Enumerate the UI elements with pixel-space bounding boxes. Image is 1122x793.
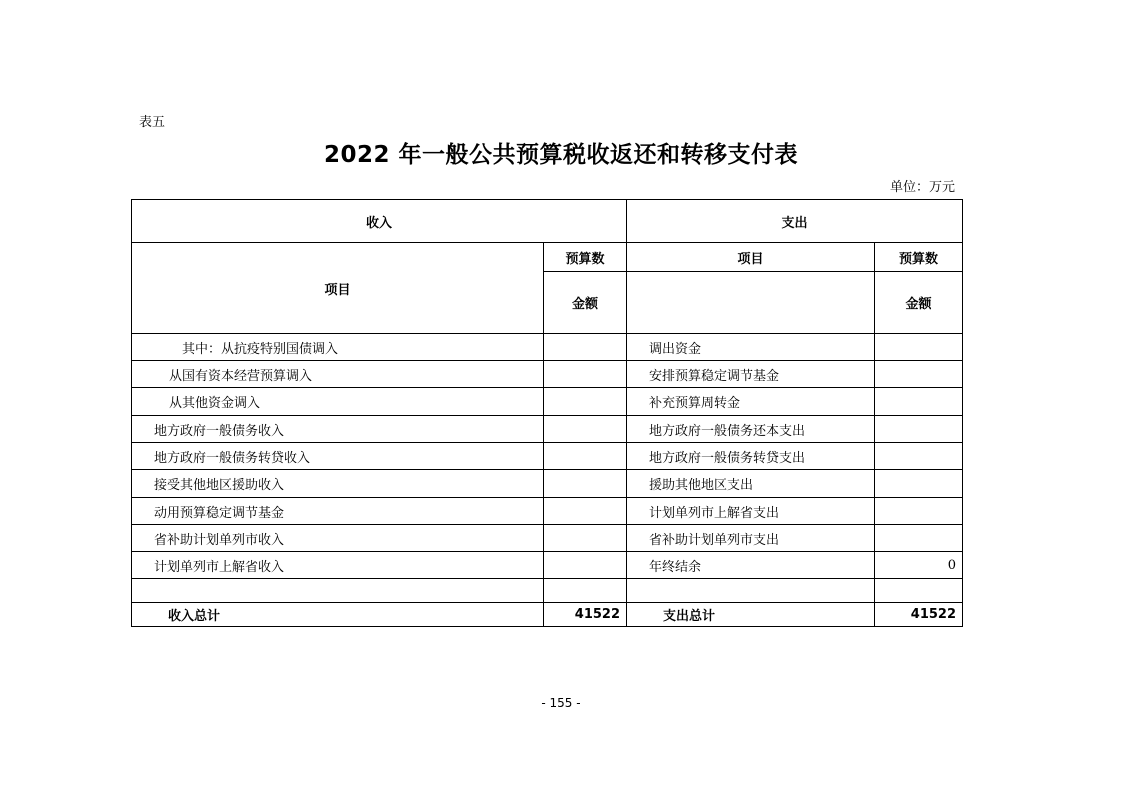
expense-amount: 0	[875, 552, 963, 579]
income-item: 计划单列市上解省收入	[132, 552, 544, 579]
expense-item: 补充预算周转金	[627, 388, 875, 416]
income-item: 接受其他地区援助收入	[132, 470, 544, 498]
expense-amount	[875, 498, 963, 525]
expense-amount	[875, 361, 963, 388]
table-row	[132, 416, 963, 443]
income-amount	[544, 498, 627, 525]
income-item: 地方政府一般债务转贷收入	[132, 443, 544, 470]
expense-item: 地方政府一般债务还本支出	[627, 416, 875, 443]
expense-budget-header: 预算数	[875, 243, 963, 272]
unit-label: 单位：万元	[889, 180, 955, 195]
table-row	[132, 361, 963, 388]
table-row	[132, 443, 963, 470]
income-amount	[544, 416, 627, 443]
income-amount	[544, 579, 627, 603]
expense-item: 年终结余	[627, 552, 875, 579]
income-item: 从国有资本经营预算调入	[132, 361, 544, 388]
expense-amount	[875, 525, 963, 552]
expense-amount	[875, 416, 963, 443]
page-title: 2022 年一般公共预算税收返还和转移支付表	[323, 142, 799, 168]
income-amount	[544, 525, 627, 552]
total-row	[132, 603, 963, 627]
table-label: 表五	[139, 115, 166, 130]
expense-header: 支出	[627, 200, 963, 243]
income-item: 省补助计划单列市收入	[132, 525, 544, 552]
income-amount	[544, 334, 627, 361]
income-total-label: 收入总计	[132, 603, 544, 627]
income-amount	[544, 388, 627, 416]
expense-item: 调出资金	[627, 334, 875, 361]
expense-amount	[875, 334, 963, 361]
expense-amount	[875, 388, 963, 416]
expense-item: 计划单列市上解省支出	[627, 498, 875, 525]
expense-amount	[875, 579, 963, 603]
expense-item: 安排预算稳定调节基金	[627, 361, 875, 388]
income-amount	[544, 361, 627, 388]
table-row	[132, 552, 963, 579]
income-header: 收入	[132, 200, 627, 243]
expense-total-label: 支出总计	[627, 603, 875, 627]
income-total-amount: 41522	[544, 603, 627, 627]
expense-item: 省补助计划单列市支出	[627, 525, 875, 552]
income-item: 其中：从抗疫特别国债调入	[132, 334, 544, 361]
income-item: 从其他资金调入	[132, 388, 544, 416]
income-item	[132, 579, 544, 603]
expense-amount	[875, 443, 963, 470]
expense-total-amount: 41522	[875, 603, 963, 627]
page-number: - 155 -	[541, 696, 581, 710]
table-row	[132, 334, 963, 361]
expense-item: 援助其他地区支出	[627, 470, 875, 498]
expense-item: 地方政府一般债务转贷支出	[627, 443, 875, 470]
income-amount-header: 金额	[544, 272, 627, 334]
income-item: 地方政府一般债务收入	[132, 416, 544, 443]
budget-table	[131, 199, 963, 627]
income-amount	[544, 552, 627, 579]
table-row	[132, 388, 963, 416]
expense-item-header-blank	[627, 272, 875, 334]
expense-item-header: 项目	[627, 243, 875, 272]
income-amount	[544, 443, 627, 470]
income-item-header: 项目	[132, 243, 544, 334]
expense-amount	[875, 470, 963, 498]
expense-item	[627, 579, 875, 603]
income-amount	[544, 470, 627, 498]
table-row	[132, 579, 963, 603]
income-item: 动用预算稳定调节基金	[132, 498, 544, 525]
expense-amount-header: 金额	[875, 272, 963, 334]
table-row	[132, 525, 963, 552]
table-row	[132, 470, 963, 498]
income-budget-header: 预算数	[544, 243, 627, 272]
table-row	[132, 498, 963, 525]
